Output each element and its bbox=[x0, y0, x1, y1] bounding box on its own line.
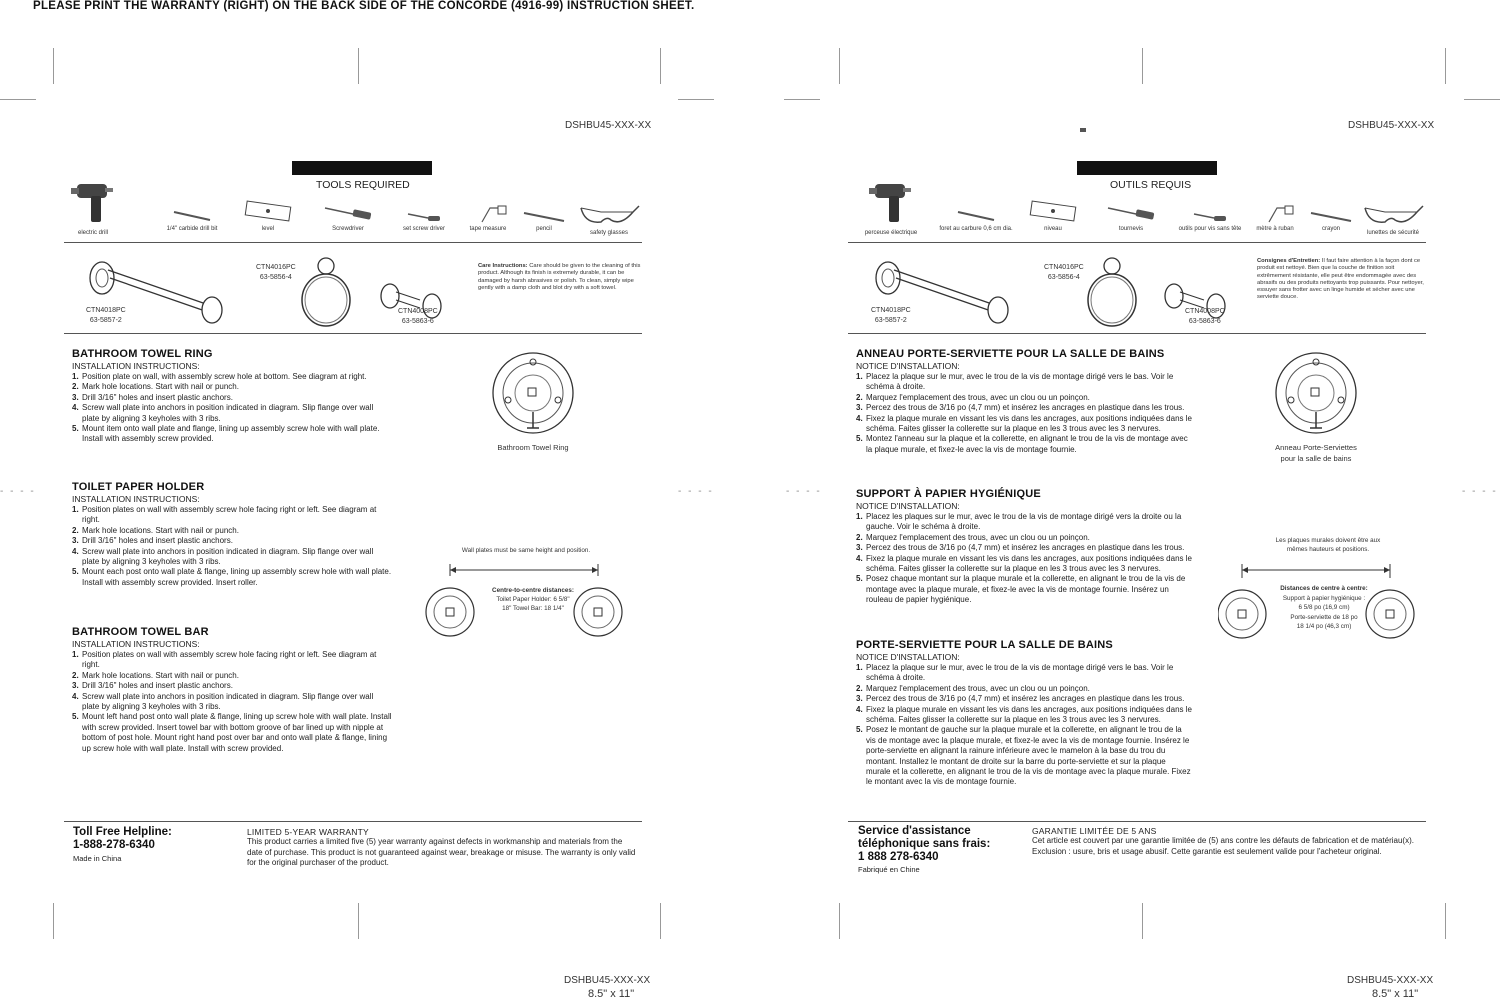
product-number: 63-5856-4 bbox=[1047, 274, 1080, 281]
section-toilet-paper-holder bbox=[72, 481, 392, 588]
safety-glasses-icon bbox=[1361, 202, 1425, 228]
towel-ring-illustration bbox=[296, 256, 356, 330]
section-towel-ring bbox=[856, 348, 1192, 455]
step: 4. Screw wall plate into anchors in position indicated in diagram. Slip flange over wall plate by aligning 3 keyholes with 3 ribs. bbox=[72, 691, 374, 712]
page-size: 8.5" x 11" bbox=[1372, 988, 1419, 1000]
centre-line: 18 1/4 po (46,3 cm) bbox=[1296, 623, 1352, 631]
step: 2. Marquez l'emplacement des trous, avec un clou ou un poinçon. bbox=[856, 392, 1090, 402]
section-subtitle: INSTALLATION INSTRUCTIONS: bbox=[72, 639, 200, 649]
tool-label: mètre à ruban bbox=[1256, 226, 1294, 232]
helpline-label: Toll Free Helpline: bbox=[73, 826, 172, 838]
step: 5. Posez le montant de gauche sur la plaque murale et la collerette, en alignant le trou de la vis de montage avec la plaque murale, et fixez-le avec la vis de montage fournie. Insérez le porte-serviette en alignant la rainure inférieure avec le mamelon à la base du trou du montant. Installez le montant de droite sur la barre du porte-serviette et sur la plaque murale et la collerette, en alignant le trou de la vis de montage avec la plaque murale. Fixez le montant avec la vis de montage fournie. bbox=[856, 725, 1191, 787]
french-instruction-page bbox=[784, 20, 1500, 1001]
tool-label: level bbox=[261, 226, 275, 232]
product-number: 63-5863-6 bbox=[401, 318, 434, 325]
crop-mark bbox=[53, 903, 54, 939]
warranty-text: Cet article est couvert par une garantie limitée de (5) ans contre les défauts de fabrication et de matériau(x). Exclusion : usure, bris et usage abusif. Cette garantie est seulement valide pour l'acheteur original. bbox=[1032, 836, 1414, 856]
towel-bar-code bbox=[871, 306, 911, 326]
product-number: 63-5863-6 bbox=[1188, 318, 1221, 325]
centre-line: Toilet Paper Holder: 6 5/8" bbox=[496, 596, 570, 603]
doc-id-bottom: DSHBU45-XXX-XX bbox=[1347, 975, 1434, 986]
towel-ring-code bbox=[256, 263, 296, 283]
section-towel-ring bbox=[72, 348, 392, 445]
helpline-label: Service d'assistance bbox=[858, 825, 971, 837]
section-subtitle: NOTICE D'INSTALLATION: bbox=[856, 652, 960, 662]
tool-label: foret au carbure 0,6 cm dia. bbox=[939, 226, 1013, 232]
tool-label: tape measure bbox=[469, 226, 507, 232]
product-code: CTN4016PC bbox=[256, 264, 296, 271]
steps-list bbox=[72, 505, 392, 588]
english-instruction-page bbox=[0, 20, 750, 1001]
step: 5. Mount each post onto wall plate & flange, lining up assembly screw hole with wall plate. Install with assembly screw provided. Insert roller. bbox=[72, 567, 392, 587]
section-subtitle: NOTICE D'INSTALLATION: bbox=[856, 501, 960, 511]
drill-bit-icon bbox=[956, 208, 996, 224]
warranty-title: GARANTIE LIMITÉE DE 5 ANS bbox=[1032, 826, 1157, 836]
steps-list bbox=[856, 663, 1192, 788]
tape-measure-icon bbox=[468, 204, 508, 224]
step: 3. Drill 3/16" holes and insert plastic anchors. bbox=[72, 536, 233, 546]
crop-mark bbox=[1142, 903, 1143, 939]
step: 4. Screw wall plate into anchors in position indicated in diagram. Slip flange over wall plate by aligning 3 keyholes with 3 ribs. bbox=[72, 403, 374, 423]
section-subtitle: NOTICE D'INSTALLATION: bbox=[856, 361, 960, 371]
page-size: 8.5" x 11" bbox=[588, 988, 635, 1000]
wall-plate-diagram bbox=[490, 350, 576, 436]
towel-bar-code bbox=[86, 306, 126, 326]
helpline-phone[interactable]: 1 888 278-6340 bbox=[858, 851, 939, 863]
crop-mark bbox=[839, 903, 840, 939]
section-title: PORTE-SERVIETTE POUR LA SALLE DE BAINS bbox=[856, 639, 1113, 651]
tool-label: tournevis bbox=[1118, 226, 1144, 232]
tool-label: crayon bbox=[1321, 226, 1340, 232]
caption-line: Anneau Porte-Serviettes bbox=[1275, 443, 1357, 452]
tool-label: 1/4" carbide drill bit bbox=[166, 226, 218, 232]
centre-line: Porte-serviette de 18 po bbox=[1290, 613, 1358, 621]
paper-holder-code bbox=[1185, 307, 1225, 327]
crop-mark bbox=[1464, 99, 1500, 100]
step: 5. Mount item onto wall plate and flange, lining up assembly screw hole with wall plate. Install with assembly screw provided. bbox=[72, 424, 380, 444]
care-instructions bbox=[478, 263, 643, 292]
crop-mark bbox=[1445, 903, 1446, 939]
step: 1. Position plates on wall with assembly screw hole facing right or left. See diagram at right. bbox=[72, 650, 377, 670]
tool-level bbox=[1018, 200, 1088, 232]
fold-mark: - - - - bbox=[1462, 486, 1498, 497]
step: 1. Placez les plaques sur le mur, avec le trou de la vis de montage dirigé vers la droite ou la gauche. Voir le schéma à droite. bbox=[856, 512, 1182, 532]
drill-icon bbox=[869, 178, 913, 228]
crop-mark bbox=[358, 48, 359, 84]
steps-list bbox=[72, 372, 392, 445]
step: 4. Fixez la plaque murale en vissant les vis dans les ancrages, aux positions indiquées dans le schéma. Faites glisser la collerette sur la plaque en les 3 trous avec les 3 nervures. bbox=[856, 704, 1192, 725]
note-line: mêmes hauteurs et positions. bbox=[1286, 546, 1370, 553]
crop-mark bbox=[660, 48, 661, 84]
section-title: ANNEAU PORTE-SERVIETTE POUR LA SALLE DE BAINS bbox=[856, 348, 1165, 360]
product-code: CTN4008PC bbox=[398, 308, 438, 315]
crop-mark bbox=[678, 99, 714, 100]
tape-measure-icon bbox=[1255, 204, 1295, 224]
warranty-text: This product carries a limited five (5) year warranty against defects in workmanship and materials from the date of purchase. This product is not guaranteed against wear, breakage or misuse. The warranty is only valid for the original purchaser of the product. bbox=[247, 837, 636, 867]
fold-mark: - - - - bbox=[0, 486, 36, 497]
tool-set-screw-driver bbox=[389, 210, 459, 232]
step: 2. Mark hole locations. Start with nail or punch. bbox=[72, 382, 239, 392]
section-toilet-paper-holder bbox=[856, 488, 1192, 606]
step: 3. Percez des trous de 3/16 po (4,7 mm) et insérez les ancrages en plastique dans les trous. bbox=[856, 543, 1185, 553]
tool-label: pencil bbox=[536, 226, 552, 232]
step: 3. Percez des trous de 3/16 po (4,7 mm) et insérez les ancrages en plastique dans les trous. bbox=[856, 694, 1185, 704]
fold-mark: - - - - bbox=[786, 486, 822, 497]
step: 5. Montez l'anneau sur la plaque et la collerette, en alignant le trou de la vis de montage avec la plaque murale, et fixez-le avec la vis de montage fournie. bbox=[856, 434, 1188, 454]
caption-line: pour la salle de bains bbox=[1280, 454, 1352, 463]
pencil-icon bbox=[522, 210, 566, 224]
step: 1. Position plate on wall, with assembly screw hole at bottom. See diagram at right. bbox=[72, 372, 367, 381]
step: 3. Drill 3/16" holes and insert plastic anchors. bbox=[72, 681, 233, 691]
step: 1. Placez la plaque sur le mur, avec le trou de la vis de montage dirigé vers le bas. Voir le schéma à droite. bbox=[856, 372, 1174, 392]
header-mark bbox=[1080, 128, 1086, 132]
tool-safety-glasses bbox=[1358, 202, 1428, 236]
step: 4. Fixez la plaque murale en vissant les vis dans les ancrages, aux positions indiquées dans le schéma. Faites glisser la collerette sur la plaque en les 3 trous avec les 3 nervures. bbox=[856, 553, 1192, 574]
header-bar bbox=[292, 161, 432, 175]
fold-mark: - - - - bbox=[678, 486, 714, 497]
step: 3. Percez des trous de 3/16 po (4,7 mm) et insérez les ancrages en plastique dans les trous. bbox=[856, 403, 1185, 413]
step: 2. Mark hole locations. Start with nail or punch. bbox=[72, 670, 239, 680]
tool-carbide-bit bbox=[936, 208, 1016, 232]
warranty-title: LIMITED 5-YEAR WARRANTY bbox=[247, 827, 369, 837]
steps-list bbox=[72, 650, 392, 754]
doc-id: DSHBU45-XXX-XX bbox=[565, 120, 652, 131]
crop-mark bbox=[0, 99, 36, 100]
crop-mark bbox=[839, 48, 840, 84]
section-subtitle: INSTALLATION INSTRUCTIONS: bbox=[72, 494, 200, 504]
divider bbox=[64, 821, 642, 822]
centre-title: Distances de centre à centre: bbox=[1280, 585, 1368, 592]
step: 2. Marquez l'emplacement des trous, avec un clou ou un poinçon. bbox=[856, 532, 1090, 542]
product-code: CTN4008PC bbox=[1185, 308, 1225, 315]
header-bar bbox=[1077, 161, 1217, 175]
divider bbox=[64, 333, 642, 334]
product-number: 63-5857-2 bbox=[874, 317, 907, 324]
wall-plate-diagram bbox=[1273, 350, 1359, 436]
made-in: Fabriqué en Chine bbox=[858, 865, 920, 874]
tool-label: set screw driver bbox=[402, 226, 445, 232]
section-towel-bar bbox=[72, 626, 392, 754]
print-banner: PLEASE PRINT THE WARRANTY (RIGHT) ON THE BACK SIDE OF THE CONCORDE (4916-99) INSTRUCTION SHEET. bbox=[33, 0, 695, 12]
divider bbox=[64, 242, 642, 243]
step: 2. Mark hole locations. Start with nail or punch. bbox=[72, 525, 239, 535]
step: 5. Mount left hand post onto wall plate & flange, lining up screw hole with wall plate. Install with screw provided. Insert towel bar with bottom groove of bar lined up with nipple at bottom of post hole. Mount right hand post over bar and onto wall plate & flange, lining up screw hole with wall plate. Install with screw provided. bbox=[72, 712, 392, 753]
product-code: CTN4016PC bbox=[1044, 264, 1084, 271]
divider bbox=[848, 242, 1426, 243]
tool-safety-glasses bbox=[574, 202, 644, 236]
section-title: TOILET PAPER HOLDER bbox=[72, 481, 205, 493]
section-title: BATHROOM TOWEL BAR bbox=[72, 626, 209, 638]
section-title: BATHROOM TOWEL RING bbox=[72, 348, 213, 360]
paper-holder-code bbox=[398, 307, 438, 327]
drill-bit-icon bbox=[172, 208, 212, 224]
tool-electric-drill bbox=[856, 178, 926, 236]
care-instructions bbox=[1257, 258, 1429, 302]
product-number: 63-5857-2 bbox=[89, 317, 122, 324]
set-screw-driver-icon bbox=[1192, 210, 1228, 224]
towel-ring-illustration bbox=[1082, 256, 1142, 330]
level-icon bbox=[1029, 200, 1077, 224]
plates-note: Wall plates must be same height and position. bbox=[461, 547, 591, 554]
divider bbox=[848, 821, 1426, 822]
divider bbox=[848, 333, 1426, 334]
note-line: Les plaques murales doivent être aux bbox=[1275, 537, 1381, 544]
tool-screwdriver bbox=[1096, 204, 1166, 232]
product-code: CTN4018PC bbox=[86, 307, 126, 314]
care-label: Care Instructions: bbox=[478, 263, 528, 269]
set-screw-driver-icon bbox=[406, 210, 442, 224]
level-icon bbox=[244, 200, 292, 224]
step: 4. Screw wall plate into anchors in position indicated in diagram. Slip flange over wall plate by aligning 3 keyholes with 3 ribs. bbox=[72, 546, 374, 567]
product-number: 63-5856-4 bbox=[259, 274, 292, 281]
towel-ring-code bbox=[1044, 263, 1084, 283]
tool-label: perceuse électrique bbox=[864, 230, 918, 236]
centre-distances bbox=[474, 586, 592, 613]
crop-mark bbox=[53, 48, 54, 84]
steps-list bbox=[856, 372, 1192, 455]
centre-line: 6 5/8 po (16,9 cm) bbox=[1298, 604, 1350, 612]
ring-diagram-caption bbox=[1254, 442, 1378, 464]
screwdriver-icon bbox=[323, 204, 373, 224]
care-text: Il faut faire attention à la façon dont ce produit est nettoyé. Bien que la couche de finition soit extrêmement résistante, elle peut être endommagée avec des abrasifs ou des produits nettoyants trop puissants. Pour nettoyer, essuyer sans frotter avec un linge humide et sécher avec une serviette douce. bbox=[1257, 258, 1424, 301]
step: 4. Fixez la plaque murale en vissant les vis dans les ancrages, aux positions indiquées dans le schéma. Faites glisser la collerette sur la plaque en les 3 trous avec les 3 nervures. bbox=[856, 413, 1192, 434]
crop-mark bbox=[784, 99, 820, 100]
ring-diagram-caption: Bathroom Towel Ring bbox=[497, 443, 569, 452]
tool-screwdriver bbox=[313, 204, 383, 232]
tool-label: outils pour vis sans tête bbox=[1178, 226, 1242, 232]
helpline-phone[interactable]: 1-888-278-6340 bbox=[73, 839, 155, 851]
warranty bbox=[247, 827, 637, 868]
step: 5. Posez chaque montant sur la plaque murale et la collerette, en alignant le trou de la vis de montage avec la plaque murale, et fixez-le avec la vis de montage fournie. Insérez un rouleau de papier hygiénique. bbox=[856, 574, 1186, 605]
pencil-icon bbox=[1309, 210, 1353, 224]
tool-label: Screwdriver bbox=[332, 226, 364, 232]
helpline-label: téléphonique sans frais: bbox=[858, 838, 991, 850]
plates-note bbox=[1248, 536, 1408, 554]
care-text: Care should be given to the cleaning of this product. Although its finish is extremely durable, it can be damaged by harsh abrasives or polish. To clean, simply wipe gently with a damp cloth and blot dry with a soft towel. bbox=[478, 263, 641, 291]
crop-mark bbox=[660, 903, 661, 939]
section-towel-bar bbox=[856, 639, 1192, 788]
section-subtitle: INSTALLATION INSTRUCTIONS: bbox=[72, 361, 200, 371]
screwdriver-icon bbox=[1106, 204, 1156, 224]
centre-line: Support à papier hygiénique : bbox=[1282, 594, 1366, 602]
warranty bbox=[1032, 826, 1422, 857]
step: 2. Marquez l'emplacement des trous, avec un clou ou un poinçon. bbox=[856, 683, 1090, 693]
tool-label: safety glasses bbox=[589, 230, 629, 236]
doc-id-bottom: DSHBU45-XXX-XX bbox=[564, 975, 651, 986]
helpline bbox=[858, 825, 990, 864]
crop-mark bbox=[1445, 48, 1446, 84]
care-label: Consignes d'Entretien: bbox=[1257, 258, 1321, 264]
section-title: SUPPORT À PAPIER HYGIÉNIQUE bbox=[856, 488, 1041, 500]
crop-mark bbox=[1142, 48, 1143, 84]
product-code: CTN4018PC bbox=[871, 307, 911, 314]
helpline bbox=[73, 826, 172, 852]
made-in: Made in China bbox=[73, 854, 122, 863]
crop-mark bbox=[358, 903, 359, 939]
steps-list bbox=[856, 512, 1192, 606]
tool-electric-drill bbox=[58, 178, 128, 236]
drill-icon bbox=[71, 178, 115, 228]
tool-level bbox=[233, 200, 303, 232]
centre-distances bbox=[1266, 584, 1382, 632]
tool-carbide-bit bbox=[157, 208, 227, 232]
tools-title: OUTILS REQUIS bbox=[1110, 179, 1192, 191]
centre-line: 18" Towel Bar: 18 1/4" bbox=[502, 605, 564, 612]
tool-label: electric drill bbox=[77, 230, 108, 236]
doc-id: DSHBU45-XXX-XX bbox=[1348, 120, 1435, 131]
tool-pencil bbox=[1296, 210, 1366, 232]
safety-glasses-icon bbox=[577, 202, 641, 228]
tool-pencil bbox=[509, 210, 579, 232]
step: 1. Placez la plaque sur le mur, avec le trou de la vis de montage dirigé vers le bas. Voir le schéma à droite. bbox=[856, 663, 1174, 683]
tools-title: TOOLS REQUIRED bbox=[316, 179, 410, 191]
tool-label: lunettes de sécurité bbox=[1366, 230, 1420, 236]
centre-title: Centre-to-centre distances: bbox=[492, 587, 574, 594]
step: 3. Drill 3/16" holes and insert plastic anchors. bbox=[72, 392, 233, 402]
tool-label: niveau bbox=[1044, 226, 1062, 232]
step: 1. Position plates on wall with assembly screw hole facing right or left. See diagram at right. bbox=[72, 505, 377, 525]
